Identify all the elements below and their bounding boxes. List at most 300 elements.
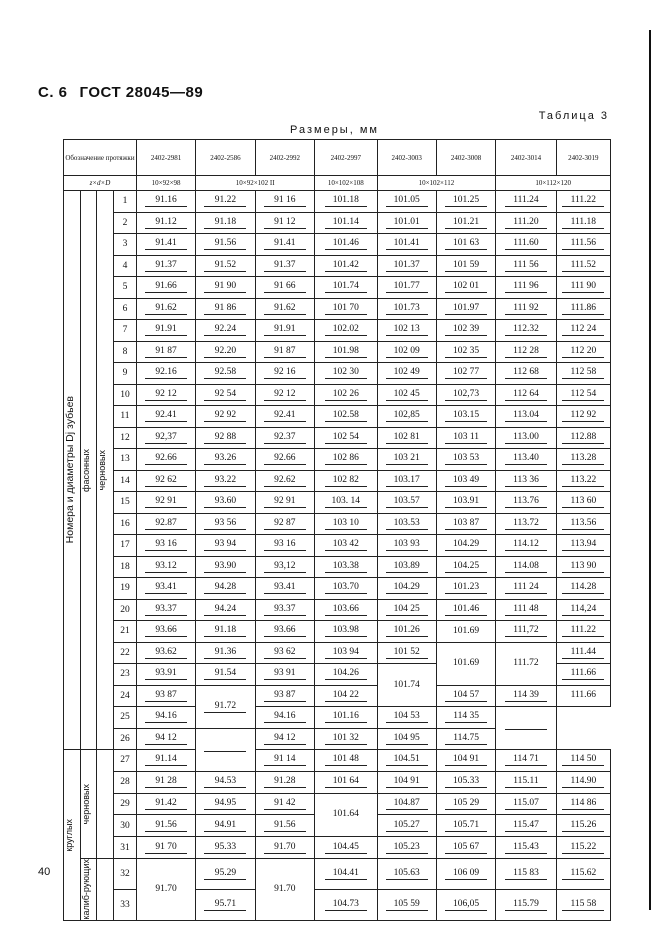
cell-text: 102,85 xyxy=(386,410,428,422)
value-cell xyxy=(196,191,255,213)
table-row xyxy=(64,384,611,406)
cell-text: 104 91 xyxy=(386,776,428,788)
cell-text: 92.41 xyxy=(145,410,187,422)
value-cell xyxy=(196,234,255,256)
table-row xyxy=(64,556,611,578)
value-cell xyxy=(377,771,436,793)
group-label xyxy=(80,858,97,920)
value-cell xyxy=(196,621,255,643)
value-cell xyxy=(496,212,556,234)
value-cell xyxy=(496,685,556,707)
value-cell xyxy=(136,815,195,837)
table-row xyxy=(64,621,611,643)
cell-text: 115.62 xyxy=(562,868,604,880)
cell-text: 104.25 xyxy=(445,561,487,573)
cell-text: 112 54 xyxy=(562,389,604,401)
value-cell xyxy=(315,858,378,889)
value-cell xyxy=(136,578,195,600)
table-row xyxy=(64,449,611,471)
cell-text: 115 58 xyxy=(562,899,604,911)
value-cell xyxy=(377,363,436,385)
cell-text: 91.72 xyxy=(204,701,246,713)
cell-text: 113.72 xyxy=(505,518,547,530)
tooth-number: 25 xyxy=(113,707,136,729)
cell-text: 113 36 xyxy=(505,475,547,487)
tooth-number: 32 xyxy=(113,858,136,889)
cell-text: 94.16 xyxy=(264,711,306,723)
cell-text: 112 92 xyxy=(562,410,604,422)
value-cell xyxy=(255,793,314,815)
standard-number: ГОСТ 28045—89 xyxy=(79,84,204,101)
cell-text: 91.37 xyxy=(264,260,306,272)
value-cell xyxy=(377,578,436,600)
value-cell xyxy=(377,750,436,772)
cell-text: 93.60 xyxy=(204,496,246,508)
cell-text: 91.62 xyxy=(264,303,306,315)
value-cell xyxy=(556,492,610,514)
value-cell xyxy=(496,363,556,385)
value-cell xyxy=(196,685,255,728)
table-row xyxy=(64,470,611,492)
value-cell xyxy=(315,578,378,600)
table-row xyxy=(64,298,611,320)
tooth-number: 24 xyxy=(113,685,136,707)
cell-text: 102 49 xyxy=(386,367,428,379)
cell-text: 104.51 xyxy=(386,754,428,766)
value-cell xyxy=(136,470,195,492)
cell-text: 101 64 xyxy=(325,776,367,788)
value-cell xyxy=(496,599,556,621)
tooth-number: 12 xyxy=(113,427,136,449)
cell-text: 111.86 xyxy=(562,303,604,315)
value-cell xyxy=(196,664,255,686)
cell-text: 92.58 xyxy=(204,367,246,379)
size-header: 10×92×102 II xyxy=(196,176,315,191)
cell-text: 103 53 xyxy=(445,453,487,465)
table-row xyxy=(64,427,611,449)
cell-text: 104.45 xyxy=(325,842,367,854)
cell-text: 92 91 xyxy=(264,496,306,508)
value-cell xyxy=(556,621,610,643)
value-cell xyxy=(496,492,556,514)
value-cell xyxy=(315,492,378,514)
value-cell xyxy=(377,191,436,213)
cell-text: 104.29 xyxy=(386,582,428,594)
cell-text: 104.29 xyxy=(445,539,487,551)
value-cell xyxy=(556,234,610,256)
cell-text: 93.12 xyxy=(145,561,187,573)
value-cell xyxy=(196,578,255,600)
param-label: z×d×D xyxy=(64,176,137,191)
value-cell xyxy=(436,513,495,535)
value-cell xyxy=(196,793,255,815)
value-cell xyxy=(436,234,495,256)
value-cell xyxy=(255,277,314,299)
page-label: С. 6 xyxy=(38,84,68,101)
group-label-text: черновых xyxy=(97,449,108,491)
value-cell xyxy=(196,556,255,578)
dimensions-label: Размеры, мм xyxy=(290,124,379,136)
table-row xyxy=(64,750,611,772)
tooth-number: 1 xyxy=(113,191,136,213)
cell-text: 113 90 xyxy=(562,561,604,573)
cell-text: 111.72 xyxy=(513,658,539,668)
value-cell xyxy=(196,513,255,535)
value-cell xyxy=(556,837,610,859)
cell-text: 102 54 xyxy=(325,432,367,444)
cell-text: 91.12 xyxy=(145,217,187,229)
cell-text: 111.18 xyxy=(562,217,604,229)
cell-text: 104 91 xyxy=(445,754,487,766)
value-cell xyxy=(136,858,195,920)
value-cell xyxy=(255,837,314,859)
value-cell xyxy=(315,427,378,449)
value-cell xyxy=(196,363,255,385)
value-cell xyxy=(196,406,255,428)
cell-text: 92.16 xyxy=(145,367,187,379)
cell-text: 103.57 xyxy=(386,496,428,508)
cell-text: 91 66 xyxy=(264,281,306,293)
value-cell xyxy=(136,406,195,428)
tooth-number: 29 xyxy=(113,793,136,815)
cell-text: 92 62 xyxy=(145,475,187,487)
cell-text: 91.56 xyxy=(264,820,306,832)
cell-text: 91.28 xyxy=(264,776,306,788)
cell-text: 91.70 xyxy=(155,883,177,894)
value-cell xyxy=(556,470,610,492)
value-cell xyxy=(315,191,378,213)
cell-text: 103.70 xyxy=(325,582,367,594)
cell-text xyxy=(204,751,246,752)
value-cell xyxy=(196,277,255,299)
cell-text: 112 68 xyxy=(505,367,547,379)
cell-text: 104.26 xyxy=(325,668,367,680)
table-row xyxy=(64,277,611,299)
value-cell xyxy=(255,771,314,793)
cell-text: 114 86 xyxy=(562,798,604,810)
value-cell xyxy=(556,298,610,320)
value-cell xyxy=(556,277,610,299)
value-cell xyxy=(255,556,314,578)
cell-text: 91.52 xyxy=(204,260,246,272)
value-cell xyxy=(255,513,314,535)
cell-text: 102 26 xyxy=(325,389,367,401)
tooth-number: 18 xyxy=(113,556,136,578)
value-cell xyxy=(436,449,495,471)
value-cell xyxy=(255,664,314,686)
value-cell xyxy=(436,341,495,363)
value-cell xyxy=(136,837,195,859)
value-cell xyxy=(436,642,495,685)
group-label-text: черновых xyxy=(80,783,91,825)
value-cell xyxy=(196,470,255,492)
cell-text: 104 95 xyxy=(386,733,428,745)
cell-text: 91.36 xyxy=(204,647,246,659)
value-cell xyxy=(377,556,436,578)
value-cell xyxy=(315,750,378,772)
tooth-number: 6 xyxy=(113,298,136,320)
value-cell xyxy=(196,298,255,320)
cell-text: 114.08 xyxy=(505,561,547,573)
tooth-number: 9 xyxy=(113,363,136,385)
group-label xyxy=(97,191,114,750)
cell-text: 105 59 xyxy=(386,899,428,911)
cell-text: 101.41 xyxy=(386,238,428,250)
cell-text: 93.90 xyxy=(204,561,246,573)
cell-text: 104.87 xyxy=(386,798,428,810)
value-cell xyxy=(436,858,495,889)
cell-text: 93.41 xyxy=(264,582,306,594)
cell-text: 91.14 xyxy=(145,754,187,766)
tooth-number: 19 xyxy=(113,578,136,600)
tooth-number: 23 xyxy=(113,664,136,686)
value-cell xyxy=(556,793,610,815)
value-cell xyxy=(377,815,436,837)
cell-text: 104 53 xyxy=(386,711,428,723)
value-cell xyxy=(496,191,556,213)
value-cell xyxy=(315,707,378,729)
cell-text: 104 22 xyxy=(325,690,367,702)
cell-text: 111.44 xyxy=(562,647,604,659)
cell-text: 93 16 xyxy=(264,539,306,551)
value-cell xyxy=(196,427,255,449)
cell-text: 101 48 xyxy=(325,754,367,766)
value-cell xyxy=(556,664,610,686)
value-cell xyxy=(136,449,195,471)
value-cell xyxy=(556,685,610,707)
cell-text: 102.02 xyxy=(325,324,367,336)
group-label-text: калиб-рующих xyxy=(80,858,91,920)
value-cell xyxy=(315,685,378,707)
cell-text: 94.53 xyxy=(204,776,246,788)
table-row xyxy=(64,320,611,342)
value-cell xyxy=(315,298,378,320)
cell-text: 91.70 xyxy=(264,842,306,854)
cell-text: 114 35 xyxy=(445,711,487,723)
cell-text: 115.11 xyxy=(505,776,547,788)
tooth-number: 11 xyxy=(113,406,136,428)
group-label-text: фасонных xyxy=(80,448,91,492)
cell-text: 104.41 xyxy=(325,868,367,880)
cell-text: 91 42 xyxy=(264,798,306,810)
cell-text: 103. 14 xyxy=(325,496,367,508)
cell-text: 111.20 xyxy=(505,217,547,229)
cell-text: 91.56 xyxy=(204,238,246,250)
cell-text: 111 96 xyxy=(505,281,547,293)
cell-text: 111 90 xyxy=(562,281,604,293)
cell-text: 91.54 xyxy=(204,668,246,680)
cell-text: 112.32 xyxy=(505,324,547,336)
cell-text: 92 88 xyxy=(204,432,246,444)
cell-text: 101.69 xyxy=(453,658,480,668)
cell-text: 114.12 xyxy=(505,539,547,551)
value-cell xyxy=(556,578,610,600)
value-cell xyxy=(496,750,556,772)
table-row xyxy=(64,212,611,234)
cell-text: 101.05 xyxy=(386,195,428,207)
cell-text: 91 14 xyxy=(264,754,306,766)
value-cell xyxy=(196,449,255,471)
value-cell xyxy=(436,750,495,772)
value-cell xyxy=(556,191,610,213)
value-cell xyxy=(255,212,314,234)
cell-text: 113.22 xyxy=(562,475,604,487)
cell-text: 91 86 xyxy=(204,303,246,315)
cell-text: 91 28 xyxy=(145,776,187,788)
value-cell xyxy=(136,621,195,643)
cell-text: 103.17 xyxy=(386,475,428,487)
value-cell xyxy=(377,492,436,514)
cell-text: 114.90 xyxy=(562,776,604,788)
tooth-number: 8 xyxy=(113,341,136,363)
value-cell xyxy=(136,277,195,299)
cell-text: 92 16 xyxy=(264,367,306,379)
value-cell xyxy=(196,642,255,664)
group-label xyxy=(64,750,81,921)
cell-text: 102.58 xyxy=(325,410,367,422)
table-row xyxy=(64,341,611,363)
cell-text: 112 28 xyxy=(505,346,547,358)
cell-text: 101 70 xyxy=(325,303,367,315)
cell-text: 101.73 xyxy=(386,303,428,315)
cell-text: 93 16 xyxy=(145,539,187,551)
value-cell xyxy=(436,621,495,643)
code-header: 2402-3019 xyxy=(556,140,610,176)
value-cell xyxy=(436,685,495,707)
value-cell xyxy=(315,255,378,277)
value-cell xyxy=(136,771,195,793)
value-cell xyxy=(377,535,436,557)
code-header: 2402-3008 xyxy=(436,140,495,176)
value-cell xyxy=(255,685,314,707)
value-cell xyxy=(436,255,495,277)
cell-text: 115.07 xyxy=(505,798,547,810)
value-cell xyxy=(255,234,314,256)
cell-text: 91.18 xyxy=(204,217,246,229)
group-label xyxy=(64,191,81,750)
value-cell xyxy=(496,858,556,889)
value-cell xyxy=(196,255,255,277)
value-cell xyxy=(436,277,495,299)
cell-text: 114,24 xyxy=(562,604,604,616)
value-cell xyxy=(377,621,436,643)
tooth-number: 22 xyxy=(113,642,136,664)
value-cell xyxy=(436,406,495,428)
cell-text: 93 87 xyxy=(264,690,306,702)
value-cell xyxy=(496,513,556,535)
cell-text: 101.42 xyxy=(325,260,367,272)
cell-text: 94 12 xyxy=(145,733,187,745)
tooth-number: 5 xyxy=(113,277,136,299)
value-cell xyxy=(496,793,556,815)
value-cell xyxy=(196,889,255,920)
value-cell xyxy=(255,535,314,557)
cell-text: 101.77 xyxy=(386,281,428,293)
cell-text: 115.47 xyxy=(505,820,547,832)
cell-text: 92.20 xyxy=(204,346,246,358)
tooth-number: 28 xyxy=(113,771,136,793)
cell-text: 112 64 xyxy=(505,389,547,401)
cell-text: 113.40 xyxy=(505,453,547,465)
value-cell xyxy=(436,793,495,815)
cell-text: 93.37 xyxy=(145,604,187,616)
cell-text: 94.95 xyxy=(204,798,246,810)
table-row xyxy=(64,578,611,600)
cell-text: 91 90 xyxy=(204,281,246,293)
value-cell xyxy=(196,858,255,889)
table-row xyxy=(64,685,611,707)
value-cell xyxy=(315,728,378,750)
value-cell xyxy=(556,449,610,471)
cell-text: 111.22 xyxy=(562,195,604,207)
value-cell xyxy=(315,234,378,256)
cell-text: 91.66 xyxy=(145,281,187,293)
cell-text: 93.91 xyxy=(145,668,187,680)
cell-text: 112 24 xyxy=(562,324,604,336)
cell-text: 103.89 xyxy=(386,561,428,573)
cell-text: 91.42 xyxy=(145,798,187,810)
tooth-number: 33 xyxy=(113,889,136,920)
cell-text: 101.16 xyxy=(325,711,367,723)
value-cell xyxy=(136,642,195,664)
cell-text: 102 82 xyxy=(325,475,367,487)
cell-text: 101.64 xyxy=(332,809,359,820)
empty-cell xyxy=(97,750,114,859)
cell-text: 104.73 xyxy=(325,899,367,911)
value-cell xyxy=(377,298,436,320)
value-cell xyxy=(315,664,378,686)
cell-text: 111.56 xyxy=(562,238,604,250)
value-cell xyxy=(496,320,556,342)
cell-text: 111.24 xyxy=(505,195,547,207)
group-label xyxy=(80,750,97,859)
value-cell xyxy=(496,341,556,363)
cell-text: 105.71 xyxy=(445,820,487,832)
value-cell xyxy=(196,599,255,621)
value-cell xyxy=(377,513,436,535)
cell-text: 91.70 xyxy=(274,883,296,894)
value-cell xyxy=(136,255,195,277)
tooth-number: 20 xyxy=(113,599,136,621)
cell-text: 114.75 xyxy=(445,733,487,745)
value-cell xyxy=(496,234,556,256)
value-cell xyxy=(556,889,610,920)
cell-text: 105.33 xyxy=(445,776,487,788)
tooth-number: 4 xyxy=(113,255,136,277)
cell-text: 106,05 xyxy=(445,899,487,911)
cell-text: 111.66 xyxy=(570,690,597,701)
value-cell xyxy=(377,427,436,449)
cell-text: 93.41 xyxy=(145,582,187,594)
value-cell xyxy=(436,556,495,578)
value-cell xyxy=(377,449,436,471)
value-cell xyxy=(255,298,314,320)
value-cell xyxy=(556,212,610,234)
value-cell xyxy=(496,255,556,277)
value-cell xyxy=(556,858,610,889)
value-cell xyxy=(136,427,195,449)
value-cell xyxy=(377,728,436,750)
cell-text: 111.52 xyxy=(562,260,604,272)
value-cell xyxy=(496,707,556,750)
group-label-text: Номера и диаметры Dj зубьев xyxy=(64,396,76,544)
cell-text: 101.23 xyxy=(445,582,487,594)
value-cell xyxy=(315,535,378,557)
cell-text: 94.91 xyxy=(204,820,246,832)
cell-text: 101.25 xyxy=(445,195,487,207)
value-cell xyxy=(377,858,436,889)
cell-text: 101.26 xyxy=(386,625,428,637)
